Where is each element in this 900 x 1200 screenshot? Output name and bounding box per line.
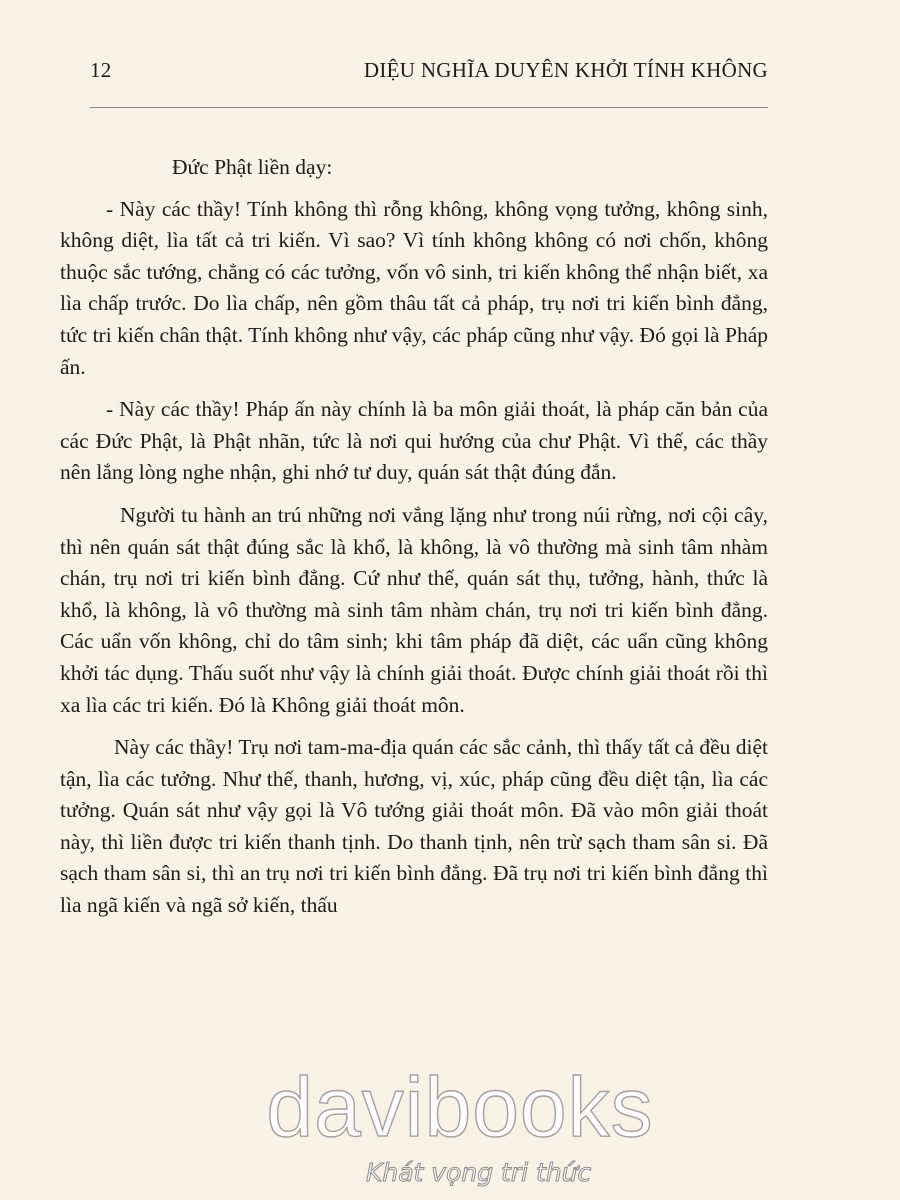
body-text — [60, 152, 768, 922]
paragraph: - Này các thầy! Tính không thì rỗng không, không vọng tưởng, không sinh, không diệt, lìa tất cả tri kiến. Vì sao? Vì tính không không có nơi chốn, không thuộc sắc tướng, chẳng có các tưởng, vốn vô sinh, tri kiến không thể nhận biết, xa lìa chấp trước. Do lìa chấp, nên gồm thâu tất cả pháp, trụ nơi tri kiến bình đẳng, tức tri kiến chân thật. Tính không như vậy, các pháp cũng như vậy. Đó gọi là Pháp ấn. — [60, 196, 768, 379]
running-title: DIỆU NGHĨA DUYÊN KHỞI TÍNH KHÔNG — [363, 58, 768, 82]
paragraph: Đức Phật liền dạy: — [172, 155, 333, 179]
publisher-watermark — [0, 1062, 900, 1200]
page-header — [90, 58, 768, 88]
page-number: 12 — [90, 58, 112, 82]
header-rule — [90, 107, 768, 108]
paragraph: Này các thầy! Trụ nơi tam-ma-địa quán các sắc cảnh, thì thấy tất cả đều diệt tận, lìa các tưởng. Như thế, thanh, hương, vị, xúc, pháp cũng đều diệt tận, lìa các tưởng. Quán sát như vậy gọi là Vô tướng giải thoát môn. Đã vào môn giải thoát này, thì liền được tri kiến thanh tịnh. Do thanh tịnh, nên trừ sạch tham sân si. Đã sạch tham sân si, thì an trụ nơi tri kiến bình đẳng. Đã trụ nơi tri kiến bình đẳng thì lìa ngã kiến và ngã sở kiến, thấu — [60, 735, 768, 918]
paragraph: - Này các thầy! Pháp ấn này chính là ba môn giải thoát, là pháp căn bản của các Đức Phật, là Phật nhãn, tức là nơi qui hướng của chư Phật. Vì thế, các thầy nên lắng lòng nghe nhận, ghi nhớ tư duy, quán sát thật đúng đắn. — [60, 397, 768, 485]
paragraph: Người tu hành an trú những nơi vắng lặng như trong núi rừng, nơi cội cây, thì nên quán sát thật đúng sắc là khổ, là không, là vô thường mà sinh tâm nhàm chán, trụ nơi tri kiến bình đẳng. Cứ như thế, quán sát thụ, tưởng, hành, thức là khổ, là không, là vô thường mà sinh tâm nhàm chán, trụ nơi tri kiến bình đẳng. Các uẩn vốn không, chỉ do tâm sinh; khi tâm pháp đã diệt, các uẩn cũng không khởi tác dụng. Thấu suốt như vậy là chính giải thoát. Được chính giải thoát rồi thì xa lìa các tri kiến. Đó là Không giải thoát môn. — [60, 502, 768, 717]
watermark-logo: davibooks — [266, 1060, 654, 1154]
watermark-slogan: Khát vọng tri thức — [366, 1158, 592, 1187]
